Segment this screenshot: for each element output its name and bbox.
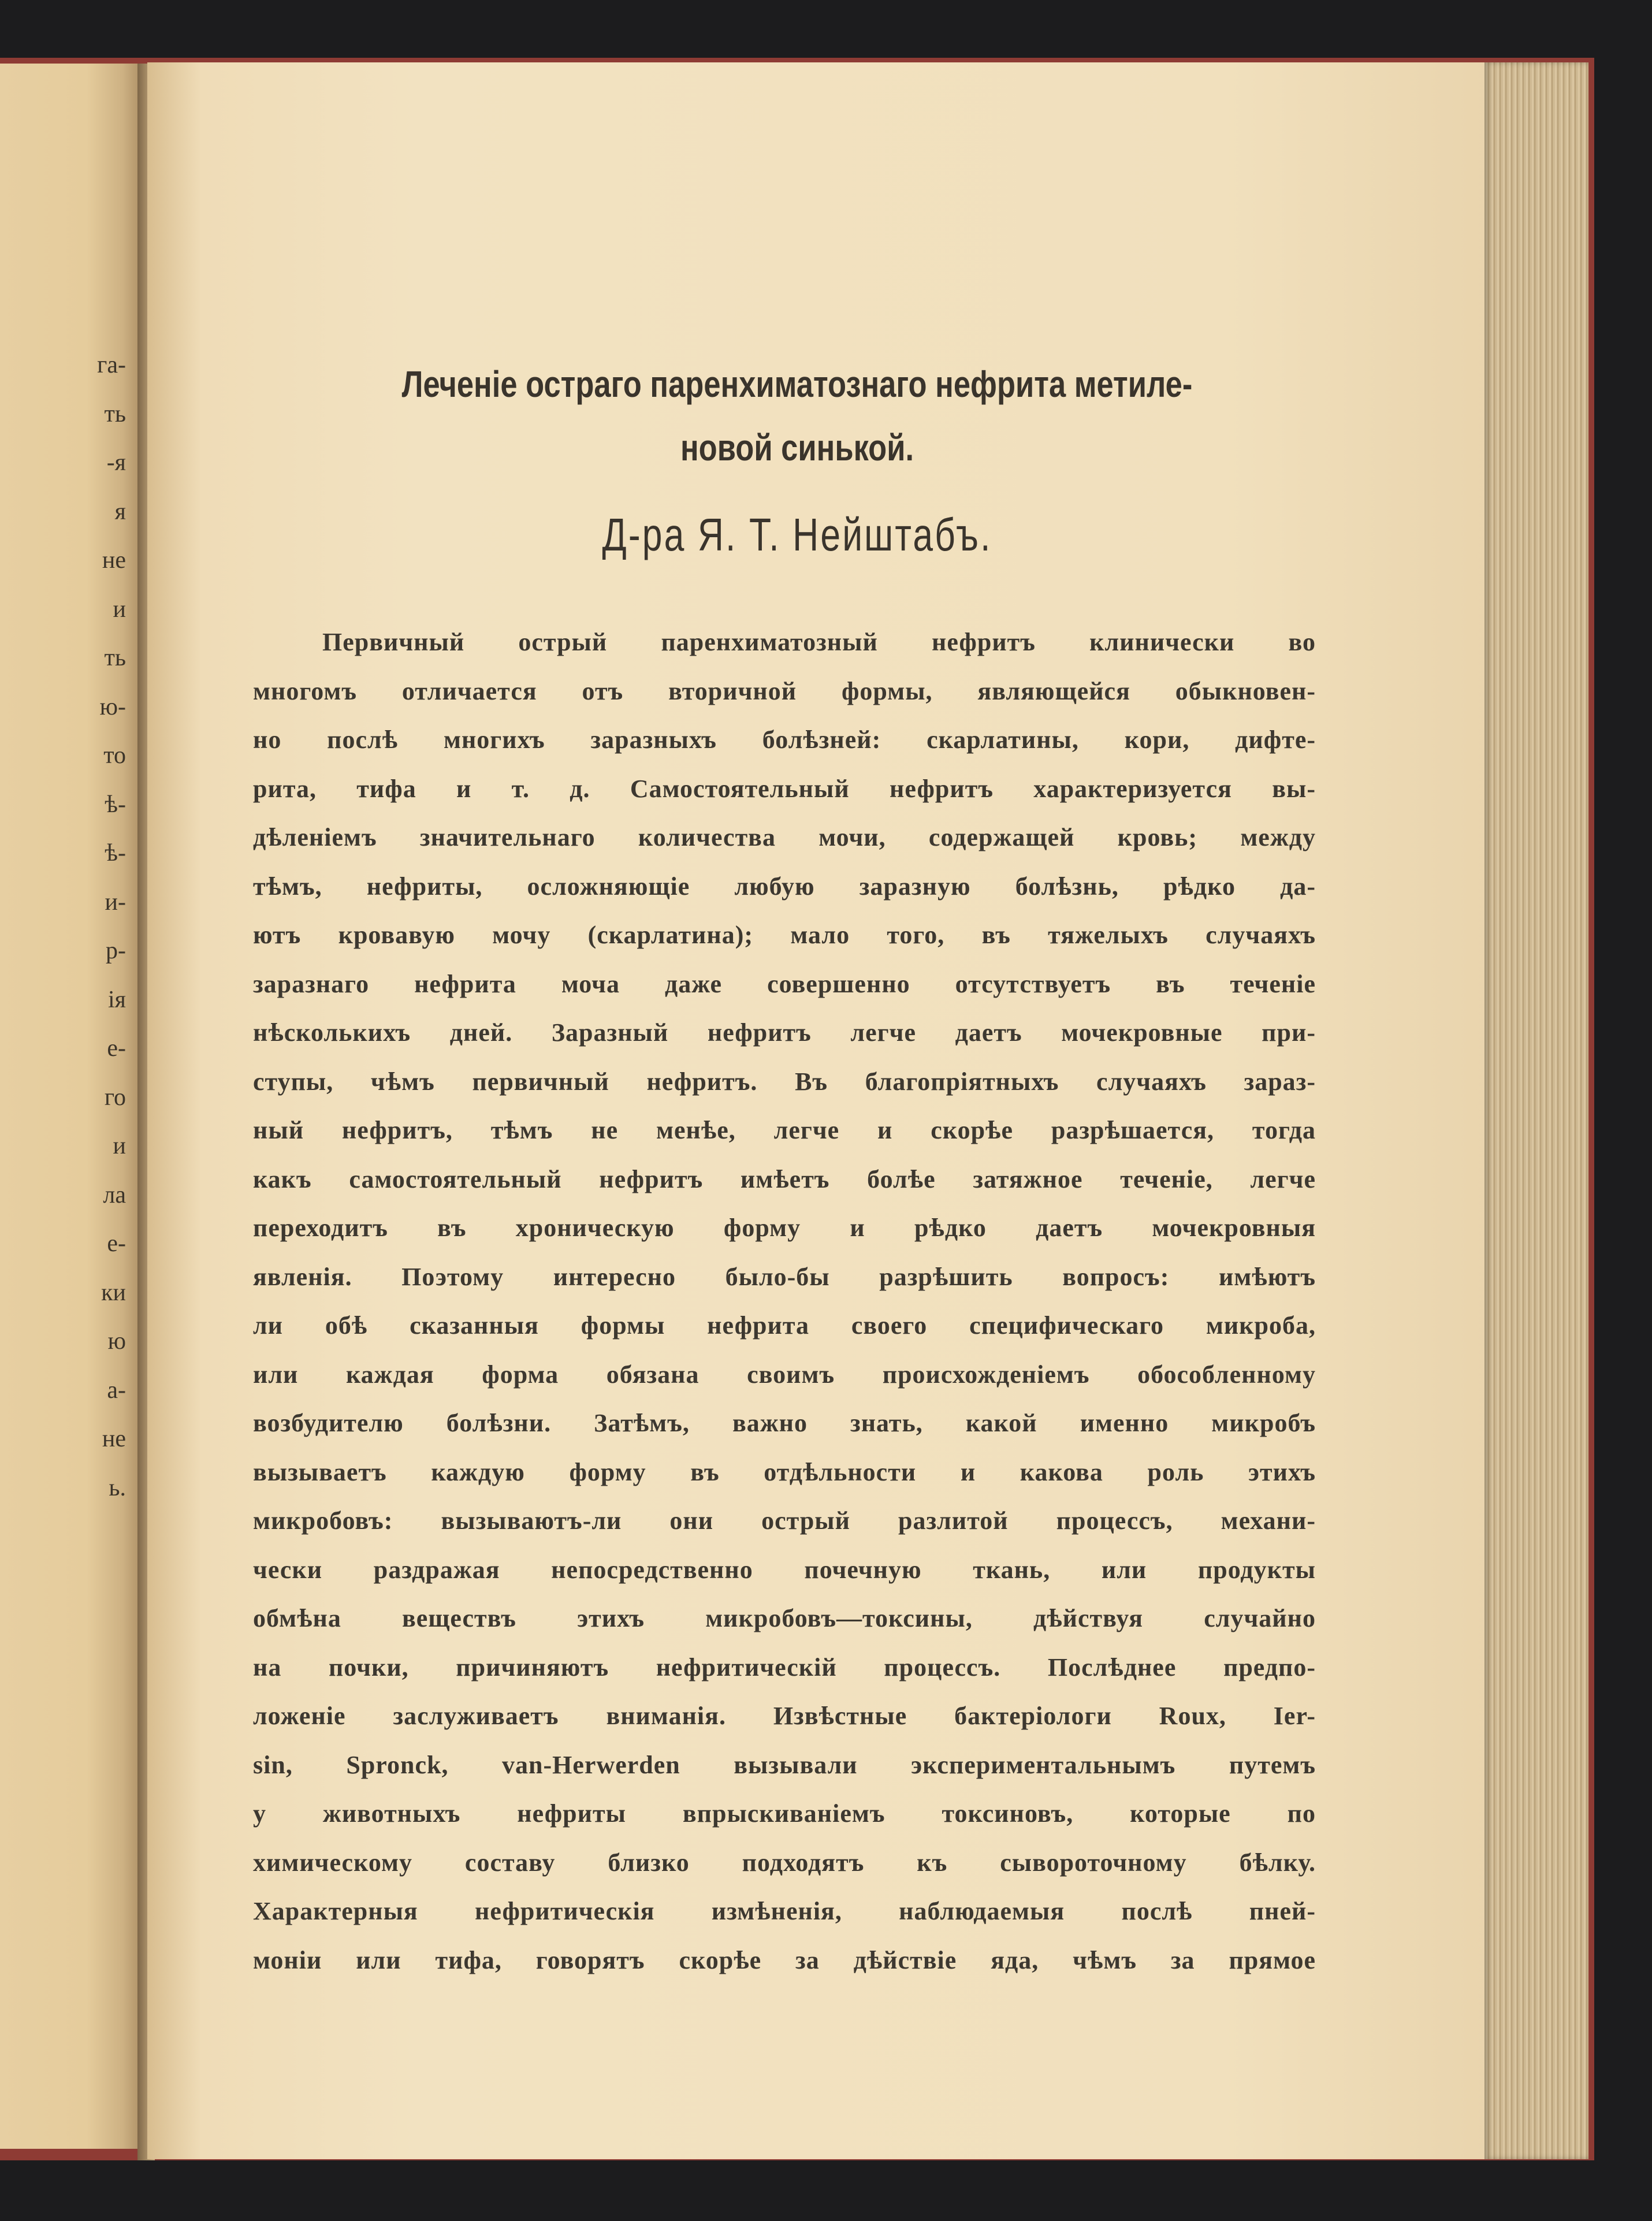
left-page-fragment: не <box>102 1426 126 1452</box>
body-text-line: у животныхъ нефриты впрыскиваніемъ токсиновъ, которые по <box>253 1799 1316 1828</box>
left-page-fragment: го <box>104 1084 126 1111</box>
article-body <box>253 618 1316 1985</box>
left-page-fragment: р- <box>106 937 126 964</box>
body-text-line: ли обѣ сказанныя формы нефрита своего специфическаго микроба, <box>253 1311 1316 1340</box>
body-text-line: микробовъ: вызываютъ-ли они острый разлитой процессъ, механи- <box>253 1506 1316 1535</box>
body-text-line: Характерныя нефритическія измѣненія, наблюдаемыя послѣ пней- <box>253 1897 1316 1925</box>
left-page-fragment: не <box>102 547 126 574</box>
body-text-line: вызываетъ каждую форму въ отдѣльности и какова роль этихъ <box>253 1457 1316 1486</box>
article-title <box>362 352 1233 479</box>
body-text-line: ступы, чѣмъ первичный нефритъ. Въ благопріятныхъ случаяхъ зараз- <box>253 1067 1316 1096</box>
left-page-fragment: и <box>113 1133 126 1159</box>
body-text-line: возбудителю болѣзни. Затѣмъ, важно знать, какой именно микробъ <box>253 1409 1316 1437</box>
left-page-fragment: ть <box>104 400 126 427</box>
left-page-fragment: ь. <box>109 1474 126 1501</box>
body-text-line: явленія. Поэтому интересно было-бы разрѣшить вопросъ: имѣютъ <box>253 1262 1316 1291</box>
left-page-fragment: ю <box>107 1328 126 1355</box>
left-page-fragment: и <box>113 596 126 623</box>
body-text-line: обмѣна веществъ этихъ микробовъ—токсины, дѣйствуя случайно <box>253 1604 1316 1632</box>
left-page-text-fragments <box>0 341 133 1512</box>
body-text-line: нѣсколькихъ дней. Заразный нефритъ легче даетъ мочекровные при- <box>253 1018 1316 1047</box>
left-page-fragment: ѣ- <box>105 791 126 818</box>
page-edges <box>1484 62 1588 2159</box>
body-text-line: многомъ отличается отъ вторичной формы, являющейся обыкновен- <box>253 676 1316 705</box>
article-author: Д-ра Я. Т. Нейштабъ. <box>602 509 992 560</box>
body-text-line: чески раздражая непосредственно почечную ткань, или продукты <box>253 1555 1316 1584</box>
left-page-fragment: ть <box>104 645 126 671</box>
left-page-fragment: ла <box>103 1181 126 1208</box>
left-page-fragment: е- <box>107 1230 126 1257</box>
body-text-line: химическому составу близко подходятъ къ сывороточному бѣлку. <box>253 1848 1316 1877</box>
article-title-line-2: новой синькой. <box>680 427 914 468</box>
body-text-line: ный нефритъ, тѣмъ не менѣе, легче и скорѣе разрѣшается, тогда <box>253 1116 1316 1144</box>
body-text-line: на почки, причиняютъ нефритическій процессъ. Послѣднее предпо- <box>253 1653 1316 1681</box>
body-text-line: но послѣ многихъ заразныхъ болѣзней: скарлатины, кори, дифте- <box>253 726 1316 754</box>
left-page-fragment: ѣ- <box>105 840 126 866</box>
left-page-fragment: я <box>114 498 126 525</box>
left-page-fragment: ки <box>101 1279 126 1306</box>
body-text-line: ложеніе заслуживаетъ вниманія. Извѣстные бактеріологи Roux, Ier- <box>253 1702 1316 1730</box>
body-text-line: рита, тифа и т. д. Самостоятельный нефритъ характеризуется вы- <box>253 774 1316 803</box>
left-page-fragment: то <box>103 742 126 769</box>
body-text-line: ютъ кровавую мочу (скарлатина); мало того, въ тяжелыхъ случаяхъ <box>253 921 1316 949</box>
article-title-line-1: Леченіе остраго паренхиматознаго нефрита метиле- <box>401 363 1193 405</box>
left-page-fragment: -я <box>106 449 126 476</box>
body-text-line: или каждая форма обязана своимъ происхожденіемъ обособленному <box>253 1360 1316 1389</box>
body-text-line: переходитъ въ хроническую форму и рѣдко даетъ мочекровныя <box>253 1214 1316 1242</box>
body-text-line: дѣленіемъ значительнаго количества мочи, содержащей кровь; между <box>253 823 1316 851</box>
left-page-fragment: е- <box>107 1035 126 1062</box>
left-page-fragment: ія <box>108 986 126 1013</box>
body-text-line: Первичный острый паренхиматозный нефритъ клинически во <box>322 628 1316 656</box>
body-text-line: заразнаго нефрита моча даже совершенно отсутствуетъ въ теченіе <box>253 969 1316 998</box>
body-text-line: sin, Spronck, van-Herwerden вызывали экспериментальнымъ путемъ <box>253 1750 1316 1779</box>
left-page-fragment: а- <box>107 1377 126 1404</box>
left-page-fragment: ю- <box>99 693 126 720</box>
body-text-line: моніи или тифа, говорятъ скорѣе за дѣйствіе яда, чѣмъ за прямое <box>253 1945 1316 1974</box>
left-page-fragment: и- <box>105 888 126 916</box>
left-page-fragment: га- <box>97 352 126 378</box>
body-text-line: какъ самостоятельный нефритъ имѣетъ болѣе затяжное теченіе, легче <box>253 1165 1316 1193</box>
body-text-line: тѣмъ, нефриты, осложняющіе любую заразную болѣзнь, рѣдко да- <box>253 872 1316 901</box>
left-page <box>0 64 144 2149</box>
